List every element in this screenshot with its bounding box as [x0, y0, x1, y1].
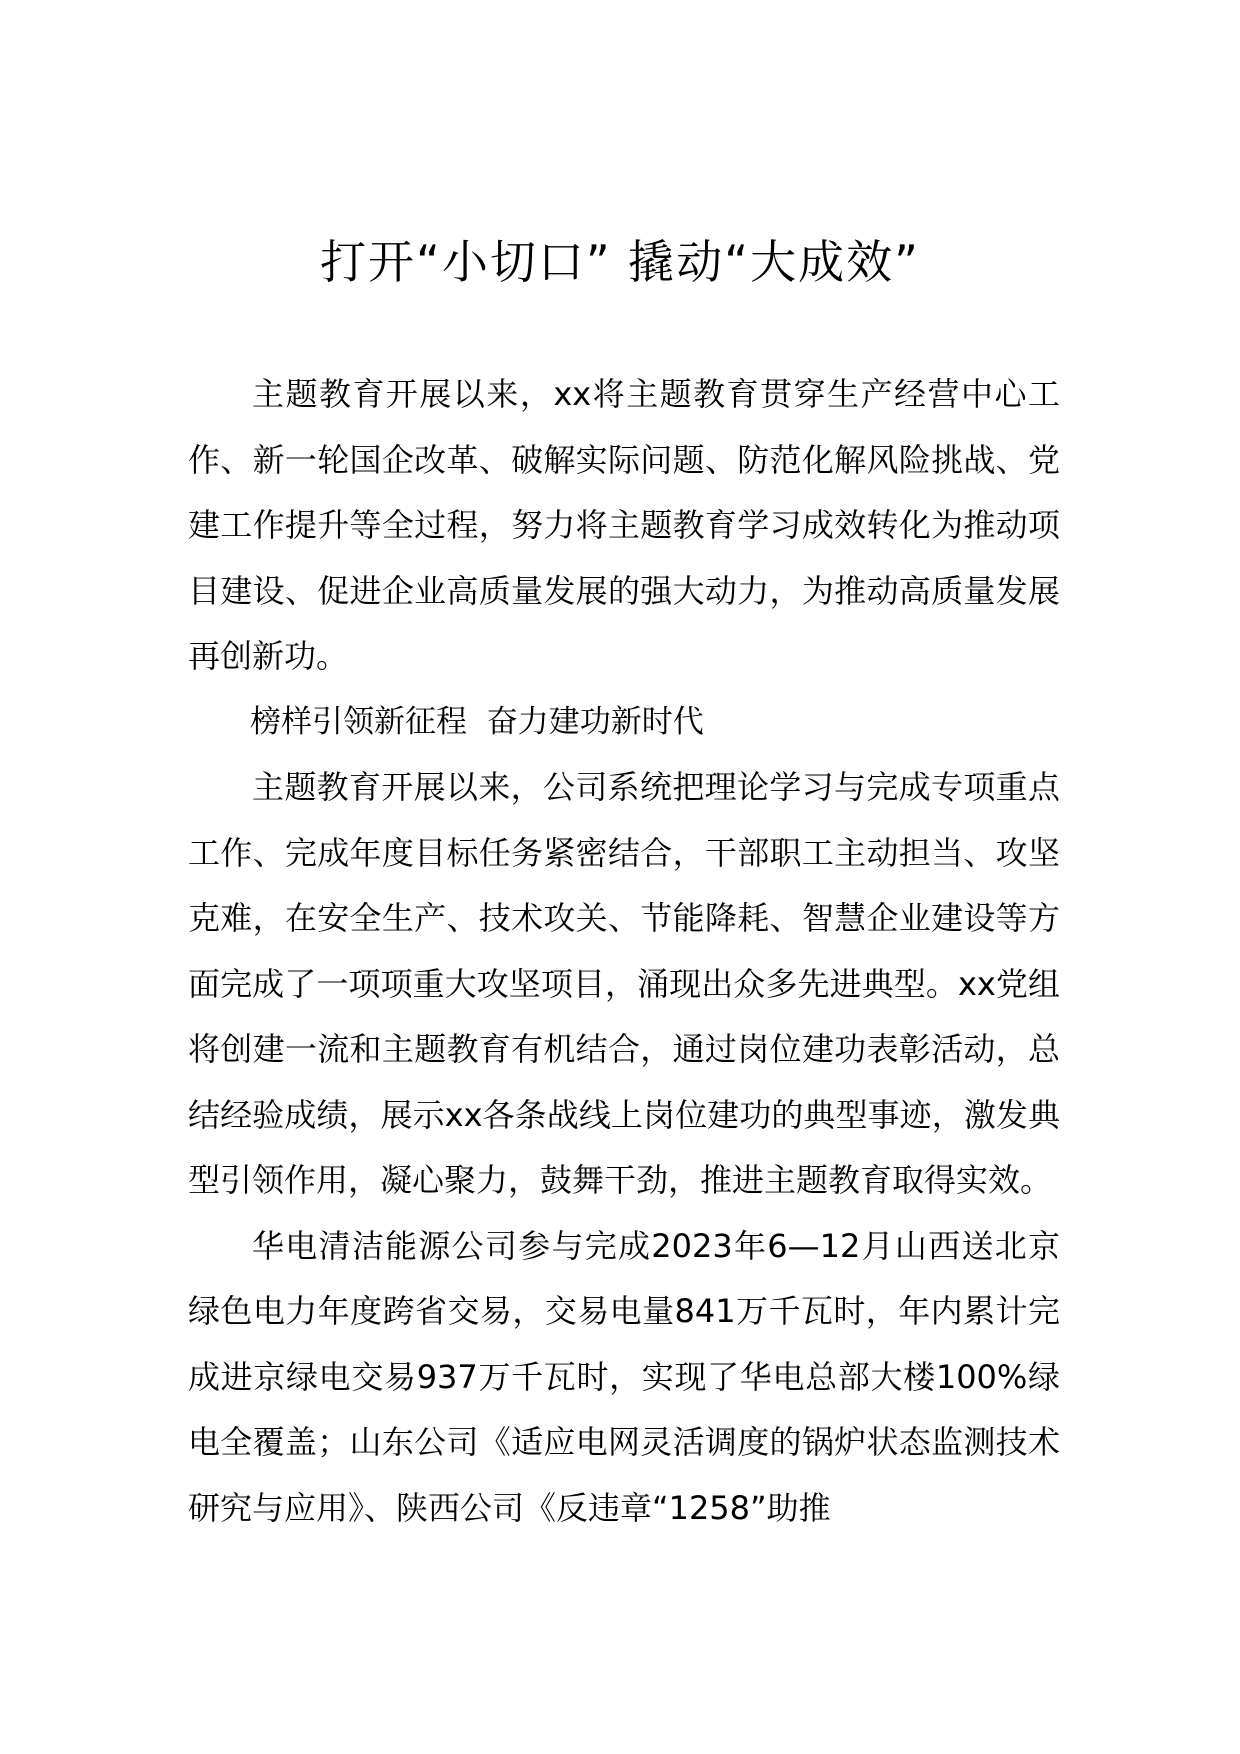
paragraph-role-models: 主题教育开展以来，公司系统把理论学习与完成专项重点工作、完成年度目标任务紧密结合，干部职工主动担当、攻坚克难，在安全生产、技术攻关、节能降耗、智慧企业建设等方面完成了一项项重大攻坚项目，涌现出众多先进典型。xx党组将创建一流和主题教育有机结合，通过岗位建功表彰活动，总结经验成绩，展示xx各条战线上岗位建功的典型事迹，激发典型引领作用，凝心聚力，鼓舞干劲，推进主题教育取得实效。	[188, 768, 1060, 1199]
section-heading: 榜样引领新征程 奋力建功新时代	[250, 703, 704, 740]
document-title: 打开“小切口” 撬动“大成效”	[320, 235, 920, 289]
document-body	[188, 362, 1060, 1541]
paragraph-intro: 主题教育开展以来，xx将主题教育贯穿生产经营中心工作、新一轮国企改革、破解实际问题、防范化解风险挑战、党建工作提升等全过程，努力将主题教育学习成效转化为推动项目建设、促进企业高质量发展的强大动力，为推动高质量发展再创新功。	[188, 375, 1060, 675]
paragraph-achievements: 华电清洁能源公司参与完成2023年6—12月山西送北京绿色电力年度跨省交易，交易电量841万千瓦时，年内累计完成进京绿电交易937万千瓦时，实现了华电总部大楼100%绿电全覆盖；山东公司《适应电网灵活调度的锅炉状态监测技术研究与应用》、陕西公司《反违章“1258”助推	[188, 1226, 1060, 1527]
